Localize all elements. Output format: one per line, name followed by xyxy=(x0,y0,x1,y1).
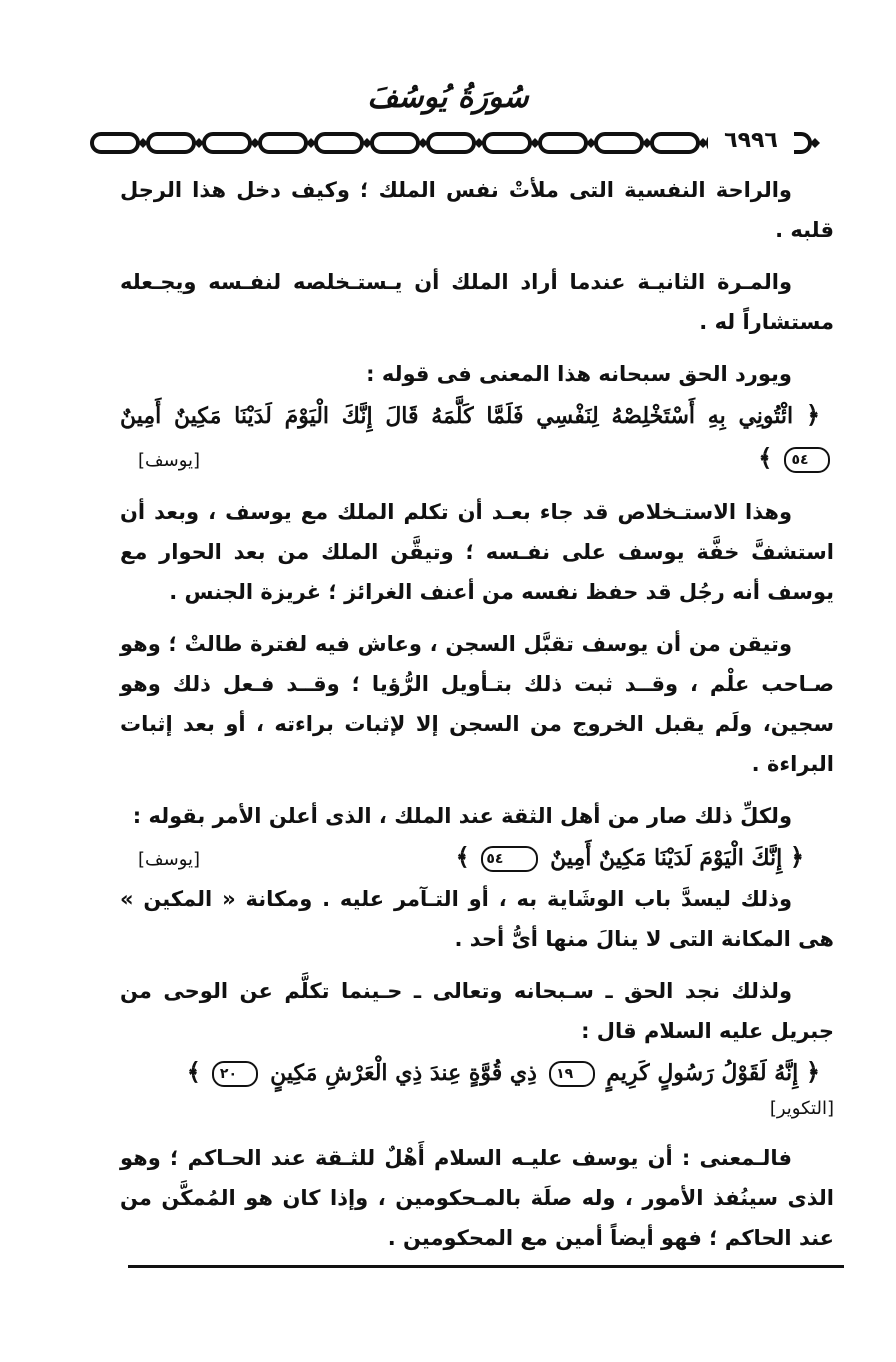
verse-block-1 xyxy=(120,394,834,480)
ayah-number-badge: ٥٤ xyxy=(784,447,830,473)
ayah-number-badge: ٢٠ xyxy=(212,1061,258,1087)
chain-link-5 xyxy=(372,134,418,152)
ornate-bracket-close: ﴾ xyxy=(758,444,773,472)
chain-link-4 xyxy=(316,134,362,152)
ornate-bracket-close: ﴾ xyxy=(455,843,470,871)
quran-verse-3 xyxy=(120,1051,834,1094)
quran-verse-2 xyxy=(120,836,834,879)
verse-reference: [يوسف] xyxy=(138,450,201,471)
verse-block-2 xyxy=(120,836,834,879)
ornate-bracket-open: ﴿ xyxy=(805,1058,820,1086)
ornate-bracket-close: ﴾ xyxy=(186,1058,201,1086)
chain-link-10 xyxy=(652,134,698,152)
verse-text: ائْتُونِي بِهِ أَسْتَخْلِصْهُ لِنَفْسِي فَلَمَّا كَلَّمَهُ قَالَ إِنَّكَ الْيَوْمَ لَدَيْنَا مَكِينٌ أَمِينٌ xyxy=(120,403,794,429)
chain-link-1 xyxy=(148,134,194,152)
chain-link-8 xyxy=(540,134,586,152)
paragraph-1: والراحة النفسية التى ملأتْ نفس الملك ؛ وكيف دخل هذا الرجل قلبه . xyxy=(120,178,834,242)
verse-text: إِنَّكَ الْيَوْمَ لَدَيْنَا مَكِينٌ أَمِينٌ xyxy=(550,845,783,871)
paragraph-4: وهذا الاستـخلاص قد جاء بعـد أن تكلم الملك مع يوسف ، وبعد أن استشفَّ خفَّة يوسف على نفـسه ؛ وتيقَّن الملك من بعد الحوار مع يوسف أنه رجُل قد حفظ نفسه من أعنف الغرائز ؛ غريزة الجنس . xyxy=(120,500,834,604)
quran-verse-1 xyxy=(120,394,834,480)
ayah-number-badge: ١٩ xyxy=(549,1061,595,1087)
page-number: ٦٩٩٦ xyxy=(708,124,794,158)
paragraph-8: ولذلك نجد الحق ـ سـبحانه وتعالى ـ حـينما تكلَّم عن الوحى من جبريل عليه السلام قال : xyxy=(120,979,834,1043)
paragraph-3: ويورد الحق سبحانه هذا المعنى فى قوله : xyxy=(366,362,792,386)
verse-block-3 xyxy=(120,1051,834,1126)
paragraph-9: فالـمعنى : أن يوسف عليـه السلام أَهْلٌ للثـقة عند الحـاكم ؛ وهو الذى سينُفذ الأمور ، وله صلَة بالمـحكومين ، وإذا كان هو المُمكَّن من عند الحاكم ؛ فهو أيضاً أمين مع المحكومين . xyxy=(120,1146,834,1250)
chain-link-7 xyxy=(484,134,530,152)
chain-link-0 xyxy=(92,134,138,152)
verse-text-a: إِنَّهُ لَقَوْلُ رَسُولٍ كَرِيمٍ xyxy=(606,1060,799,1086)
verse-reference: [التكوير] xyxy=(769,1098,834,1119)
ayah-number-badge: ٥٤ xyxy=(481,846,538,872)
page-content xyxy=(120,170,834,1258)
verse-reference: [يوسف] xyxy=(138,849,201,870)
ornate-bracket-open: ﴿ xyxy=(805,401,820,429)
paragraph-7: وذلك ليسدَّ باب الوشَاية به ، أو التـآمر عليه . ومكانة « المكين » هى المكانة التى لا ينالَ منها أىُّ أحد . xyxy=(120,887,834,951)
chain-link-2 xyxy=(204,134,250,152)
surah-title: سُورَةُ يُوسُفَ xyxy=(367,80,529,115)
chain-link-6 xyxy=(428,134,474,152)
paragraph-5: وتيقن من أن يوسف تقبَّل السجن ، وعاش فيه لفترة طالتْ ؛ وهو صـاحب علْم ، وقــد ثبت ذلك بتـأويل الرُّؤيا ؛ وقــد فـعل ذلك وهو سجين، ولَم يقبل الخروج من السجن إلا لإثبات براءته ، أو بعد إثبات البراءة . xyxy=(120,632,834,776)
chain-diamond-12 xyxy=(810,138,820,148)
footer-rule xyxy=(128,1265,844,1268)
chain-link-9 xyxy=(596,134,642,152)
paragraph-6: ولكلِّ ذلك صار من أهل الثقة عند الملك ، الذى أعلن الأمر بقوله : xyxy=(132,804,792,828)
ornate-bracket-open: ﴿ xyxy=(789,843,804,871)
chain-link-3 xyxy=(260,134,306,152)
verse-text-b: ذِي قُوَّةٍ عِندَ ذِي الْعَرْشِ مَكِينٍ xyxy=(270,1060,537,1086)
paragraph-2: والمـرة الثانيـة عندما أراد الملك أن يـستـخلصه لنفـسه ويجـعله مستشاراً له . xyxy=(120,270,834,334)
